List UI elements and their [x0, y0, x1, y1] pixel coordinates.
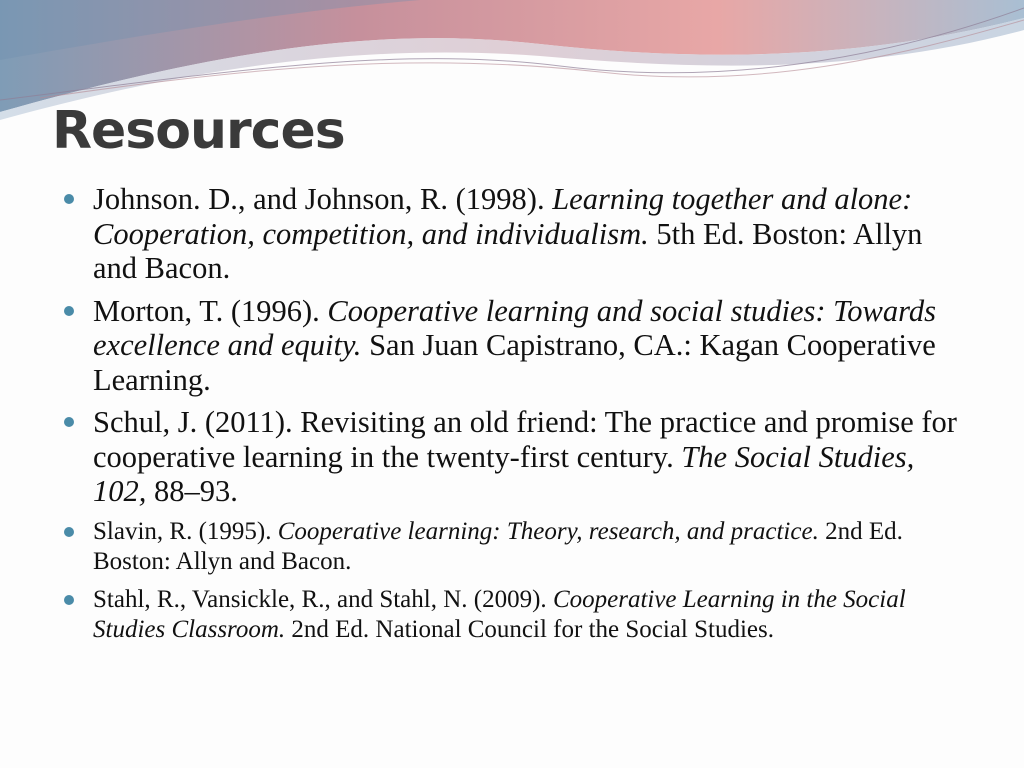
reference-authors: Morton, T. (1996).: [93, 293, 320, 328]
reference-work-title: Cooperative learning: Theory, research, and practice.: [277, 517, 819, 545]
reference-work-title: Learning together and alone: Cooperation, competition, and individualism.: [93, 182, 913, 251]
reference-publisher: San Juan Capistrano, CA.: Kagan Cooperative Learning.: [93, 328, 936, 397]
reference-list: [64, 182, 964, 653]
reference-work-title: Cooperative Learning in the Social Studies Classroom.: [93, 585, 906, 643]
list-item: [64, 182, 964, 286]
list-item: [64, 517, 964, 577]
reference-publisher: 88–93.: [154, 474, 238, 508]
reference-authors: Johnson. D., and Johnson, R. (1998).: [93, 182, 545, 216]
reference-authors: Schul, J. (2011). Revisiting an old friend: The practice and promise for cooperative learning in the twenty-first century.: [93, 405, 957, 474]
list-item: [64, 294, 964, 398]
list-item: [64, 585, 964, 645]
list-item: [64, 405, 964, 509]
slide-title: Resources: [52, 101, 345, 161]
reference-publisher: 2nd Ed. Boston: Allyn and Bacon.: [93, 517, 903, 575]
reference-work-title: The Social Studies, 102,: [93, 439, 915, 508]
reference-publisher: 2nd Ed. National Council for the Social Studies.: [291, 615, 774, 643]
reference-publisher: 5th Ed. Boston: Allyn and Bacon.: [93, 216, 923, 285]
reference-authors: Slavin, R. (1995).: [93, 517, 272, 545]
reference-authors: Stahl, R., Vansickle, R., and Stahl, N. (2009).: [93, 585, 547, 613]
reference-work-title: Cooperative learning and social studies: Towards excellence and equity.: [93, 293, 936, 362]
